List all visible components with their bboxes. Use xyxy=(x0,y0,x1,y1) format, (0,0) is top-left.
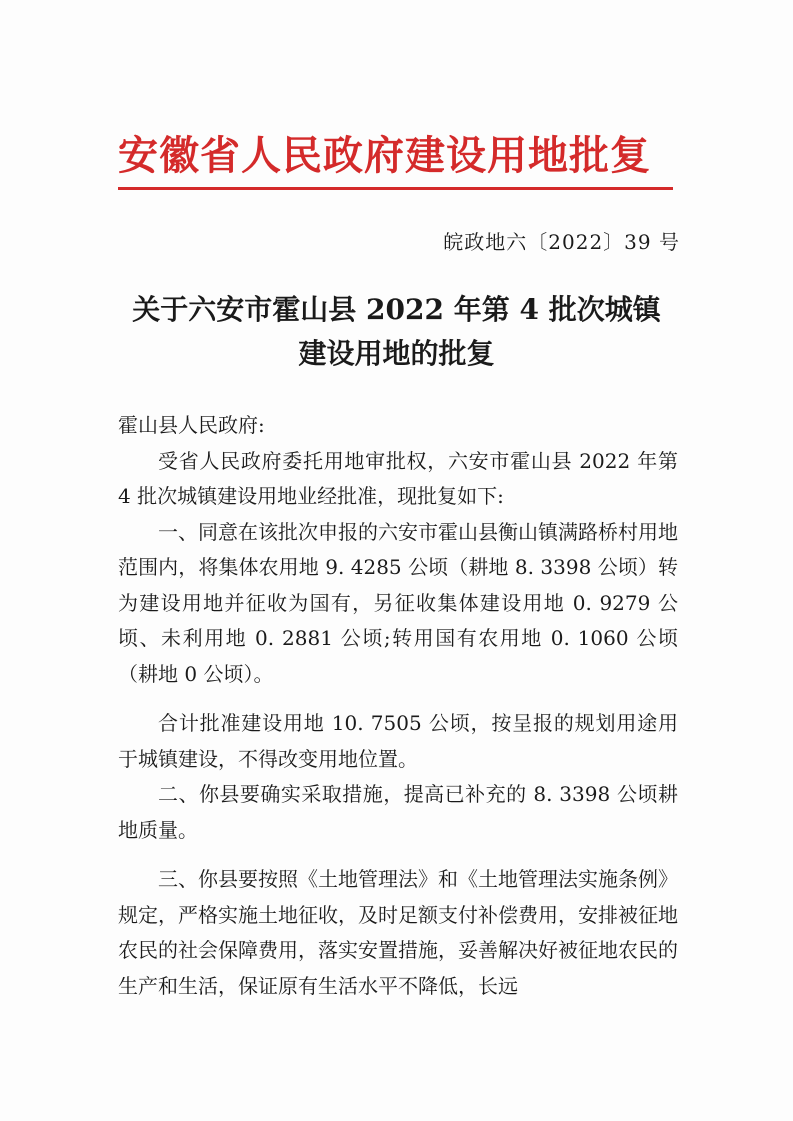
document-body xyxy=(118,408,678,1004)
paragraph-item-2: 二、你县要确实采取措施，提高已补充的 8. 3398 公顷耕地质量。 xyxy=(118,782,678,842)
document-title-line-1: 关于六安市霍山县 2022 年第 4 批次城镇 xyxy=(132,293,661,326)
document-title-line-2: 建设用地的批复 xyxy=(298,337,495,370)
red-divider-line xyxy=(118,187,673,190)
paragraph-item-3: 三、你县要按照《土地管理法》和《土地管理法实施条例》规定，严格实施土地征收，及时足额支付补偿费用，安排被征地农民的社会保障费用，落实安置措施，妥善解决好被征地农民的生产和生活，保证原有生活水平不降低，长远 xyxy=(118,867,678,998)
masthead-title: 安徽省人民政府建设用地批复 xyxy=(118,132,651,179)
document-title xyxy=(110,288,683,376)
paragraph-intro: 受省人民政府委托用地审批权，六安市霍山县 2022 年第 4 批次城镇建设用地业经批准，现批复如下: xyxy=(118,448,678,508)
paragraph-total: 合计批准建设用地 10. 7505 公顷，按呈报的规划用途用于城镇建设，不得改变用地位置。 xyxy=(118,711,678,771)
document-number: 皖政地六〔2022〕39 号 xyxy=(443,230,680,254)
paragraph-item-1: 一、同意在该批次申报的六安市霍山县衡山镇满路桥村用地范围内，将集体农用地 9. 4285 公顷（耕地 8. 3398 公顷）转为建设用地并征收为国有，另征收集体建设用地 0. 9279 公顷、未利用地 0. 2881 公顷;转用国有农用地 0. 1060 公顷（耕地 0 公顷）。 xyxy=(118,519,678,686)
salutation: 霍山县人民政府: xyxy=(118,413,265,437)
